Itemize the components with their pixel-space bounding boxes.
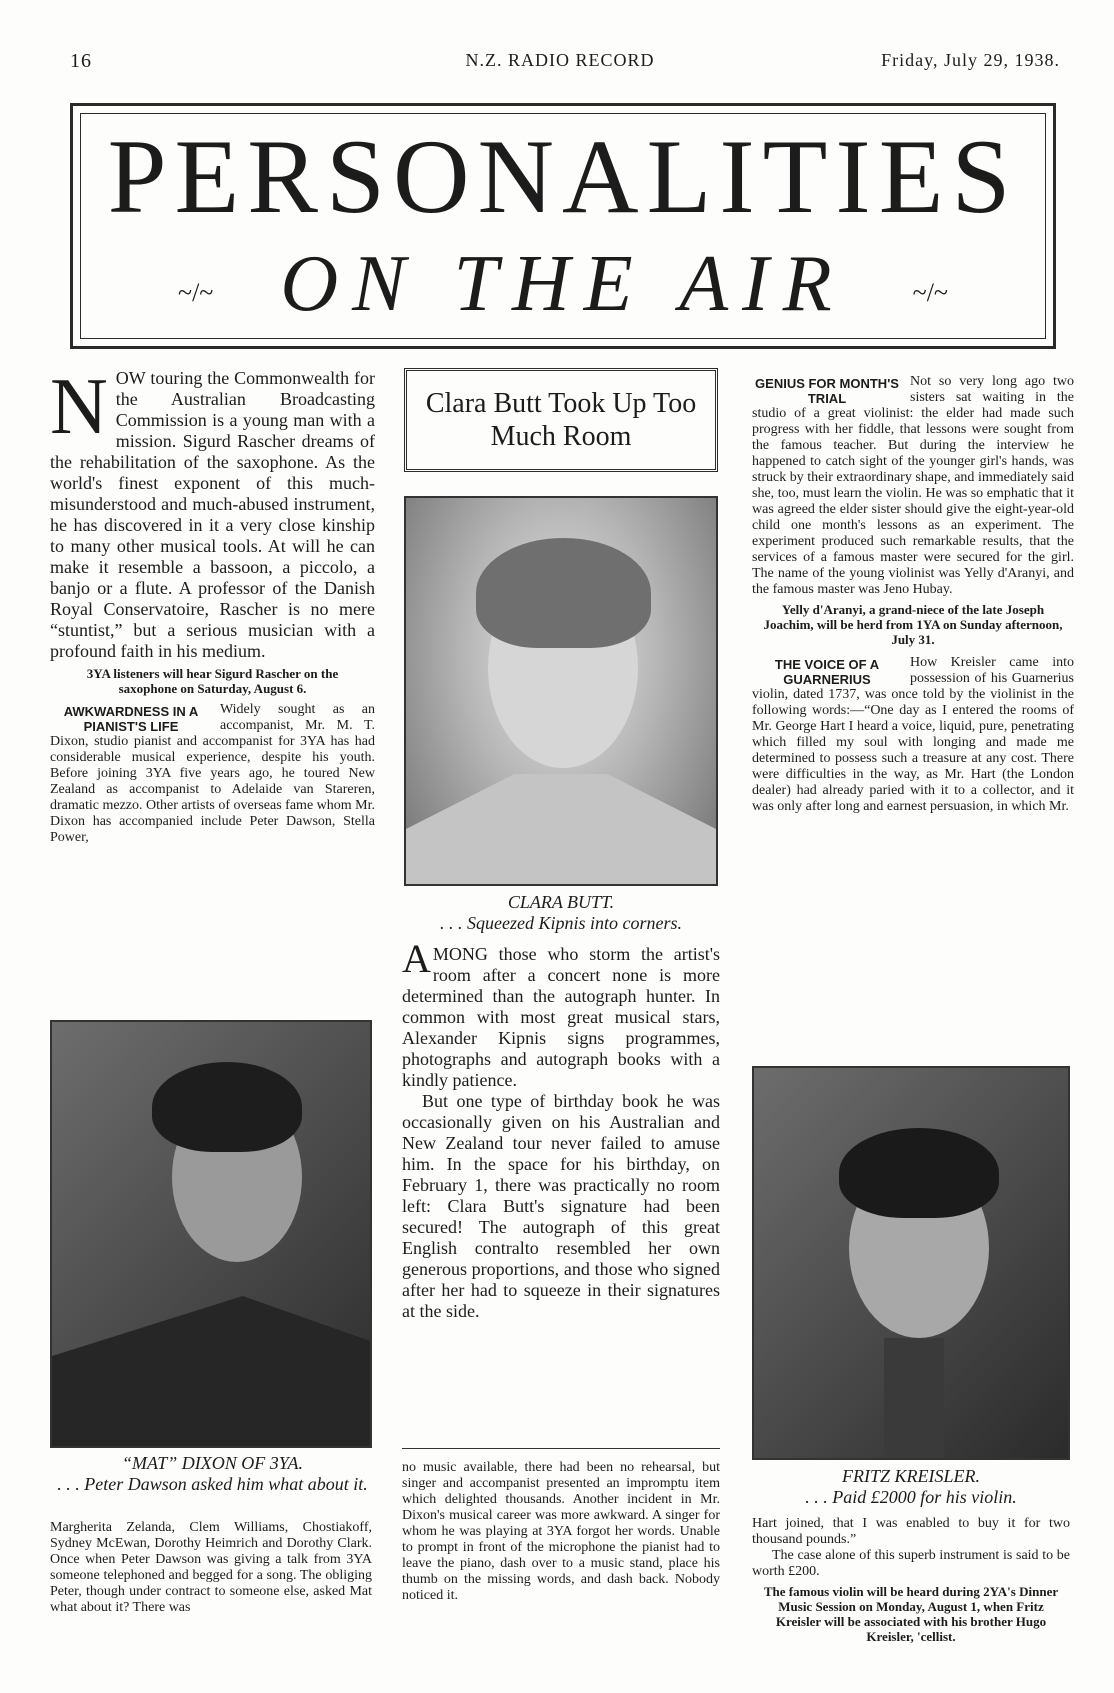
kreisler-tail-2: The case alone of this superb instrument is said to be worth £200. (752, 1548, 1070, 1579)
clara-caption-title: CLARA BUTT. (507, 892, 615, 912)
dixon-continuation: no music available, there had been no rehearsal, but singer and accompanist presented an impromptu item which delighted thousands. Another incident in Mr. Dixon's musical career was more awkward. A singer for whom he was playing at 3YA forgot her words. Unable to prompt in front of the microphone the pianist had to leave the piano, dash over to a music stand, place his thumb on the missing words, and dash back. Nobody noticed it. (402, 1460, 720, 1603)
publication-title: N.Z. RADIO RECORD (465, 50, 655, 70)
column-2 (402, 936, 720, 1322)
kreisler-broadcast-note: The famous violin will be heard during 2YA's Dinner Music Session on Monday, August 1, when Fritz Kreisler will be associated with his brother Hugo Kreisler, 'cellist. (763, 1584, 1059, 1644)
clara-caption-sub: . . . Squeezed Kipnis into corners. (440, 913, 682, 933)
dixon-caption-title: “MAT” DIXON OF 3YA. (121, 1453, 304, 1473)
daranyi-section (752, 374, 1074, 598)
issue-date: Friday, July 29, 1938. (881, 50, 1060, 70)
guarnerius-text: How Kreisler came into possession of his Guarnerius violin, dated 1737, was once told by the violinist in the following words:—“One day as I entered the rooms of Mr. George Hart I heard a voice, liquid, pure, penetrating which filled my soul with longing and made me determined to possess such a treasure at any cost. There were difficulties in the way, as Mr. Hart (the London dealer) had already paried with it to a collector, and it was only after long and earnest persuasion, in which Mr. (752, 655, 1074, 814)
kreisler-tail-1: Hart joined, that I was enabled to buy it for two thousand pounds.” (752, 1516, 1070, 1547)
ornament-left: ~/~ (178, 278, 214, 307)
dixon-subhead: AWKWARDNESS IN A PIANIST'S LIFE (63, 704, 199, 734)
column-2-tail (402, 1460, 720, 1604)
kipnis-text-1: MONG those who storm the artist's room after a concert none is more determined than the autograph hunter. In common with most great musical stars, Alexander Kipnis signs programmes, photographs and autograph books with a kindly patience. (402, 944, 720, 1090)
daranyi-broadcast-note: Yelly d'Aranyi, a grand-niece of the late Joseph Joachim, will be herd from 1YA on Sunday afternoon, July 31. (763, 602, 1063, 647)
violin-scroll (884, 1338, 944, 1458)
banner-subtitle: ON THE AIR (280, 240, 846, 328)
column-1 (50, 363, 376, 846)
kipnis-para-1 (402, 936, 720, 1091)
dixon-text: Widely sought as an accompanist, Mr. M. T. Dixon, studio pianist and accompanist for 3YA has had considerable musical experience, despite his youth. Before joining 3YA five years ago, he toured New Zealand as accompanist to Adelaide van Stareren, dramatic mezzo. Other artists of overseas fame whom Mr. Dixon has accompanied include Peter Dawson, Stella Power, (50, 702, 376, 845)
banner-title: PERSONALITIES (107, 118, 1019, 235)
column-3-tail (752, 1516, 1070, 1648)
portrait-hair (152, 1062, 302, 1152)
dixon-tail-text: Margherita Zelanda, Clem Williams, Chostiakoff, Sydney McEwan, Dorothy Heimrich and Dorothy Clark. Once when Peter Dawson was giving a talk from 3YA someone telephoned and begged for a song. The obliging Peter, though under contract to someone else, asked Mat what about it? There was (50, 1520, 372, 1615)
portrait-hair (476, 538, 651, 648)
guarnerius-section (752, 655, 1074, 815)
rascher-broadcast-note: 3YA listeners will hear Sigurd Rascher on the saxophone on Saturday, August 6. (86, 666, 339, 696)
section-banner (70, 103, 1056, 349)
kreisler-caption (752, 1466, 1070, 1508)
clara-butt-headline: Clara Butt Took Up Too Much Room (404, 368, 718, 472)
photo-mat-dixon (50, 1020, 372, 1448)
drop-cap: N (50, 363, 108, 451)
page-number: 16 (70, 50, 92, 72)
running-head (60, 50, 1060, 74)
clara-butt-caption (404, 892, 718, 934)
kreisler-caption-title: FRITZ KREISLER. (842, 1466, 980, 1486)
ornament-right: ~/~ (912, 278, 948, 307)
daranyi-text: Not so very long ago two sisters sat waiting in the studio of a great violinist: the elder had made such progress with her fiddle, that lessons were sought from the famous teacher. But during the interview he happened to catch sight of the younger girl's hands, was struck by their extraordinary shape, and immediately said she, too, must learn the violin. He was so emphatic that it was agreed the elder sister should give the eight-year-old child one month's lessons as an experiment. The experiment produced such remarkable results, that the services of a famous master were secured for the girl. The name of the young violinist was Yelly d'Aranyi, and the famous master was Jeno Hubay. (752, 374, 1074, 597)
column-divider (402, 1448, 720, 1449)
dixon-caption-sub: . . . Peter Dawson asked him what about it. (57, 1474, 368, 1494)
column-1-tail (50, 1520, 372, 1616)
photo-fritz-kreisler (752, 1066, 1070, 1460)
portrait-shoulders (52, 1296, 370, 1446)
dixon-section (50, 702, 375, 846)
rascher-lead-text: OW touring the Commonwealth for the Australian Broadcasting Commission is a young man with a mission. Sigurd Rascher dreams of the rehabilitation of the saxophone. As the world's finest exponent of this much-misunderstood and much-abused instrument, he has discovered in it a very close kinship to many other musical tools. At will he can make it resemble a bassoon, a piccolo, a banjo or a flute. A professor of the Danish Royal Conservatoire, Rascher is no mere “stuntist,” but a serious musician with a profound faith in his medium. (50, 368, 375, 661)
rascher-article (50, 363, 375, 662)
dixon-caption (50, 1453, 375, 1495)
portrait-shoulders (406, 774, 716, 884)
daranyi-subhead: GENIUS FOR MONTH'S TRIAL (755, 376, 899, 406)
portrait-hair (839, 1128, 999, 1218)
kipnis-para-2: But one type of birthday book he was occasionally given on his Australian and New Zealand tour never failed to amuse him. In the space for his birthday, on February 1, there was practically no room left: Clara Butt's signature had been secured! The autograph of this great English contralto resembled her own generous proportions, and those who signed after her had to squeeze in their signatures at the side. (402, 1091, 720, 1321)
column-3 (752, 374, 1074, 815)
photo-clara-butt (404, 496, 718, 886)
guarnerius-subhead: THE VOICE OF A GUARNERIUS (774, 657, 880, 687)
kreisler-caption-sub: . . . Paid £2000 for his violin. (805, 1487, 1017, 1507)
drop-cap: A (402, 936, 431, 981)
